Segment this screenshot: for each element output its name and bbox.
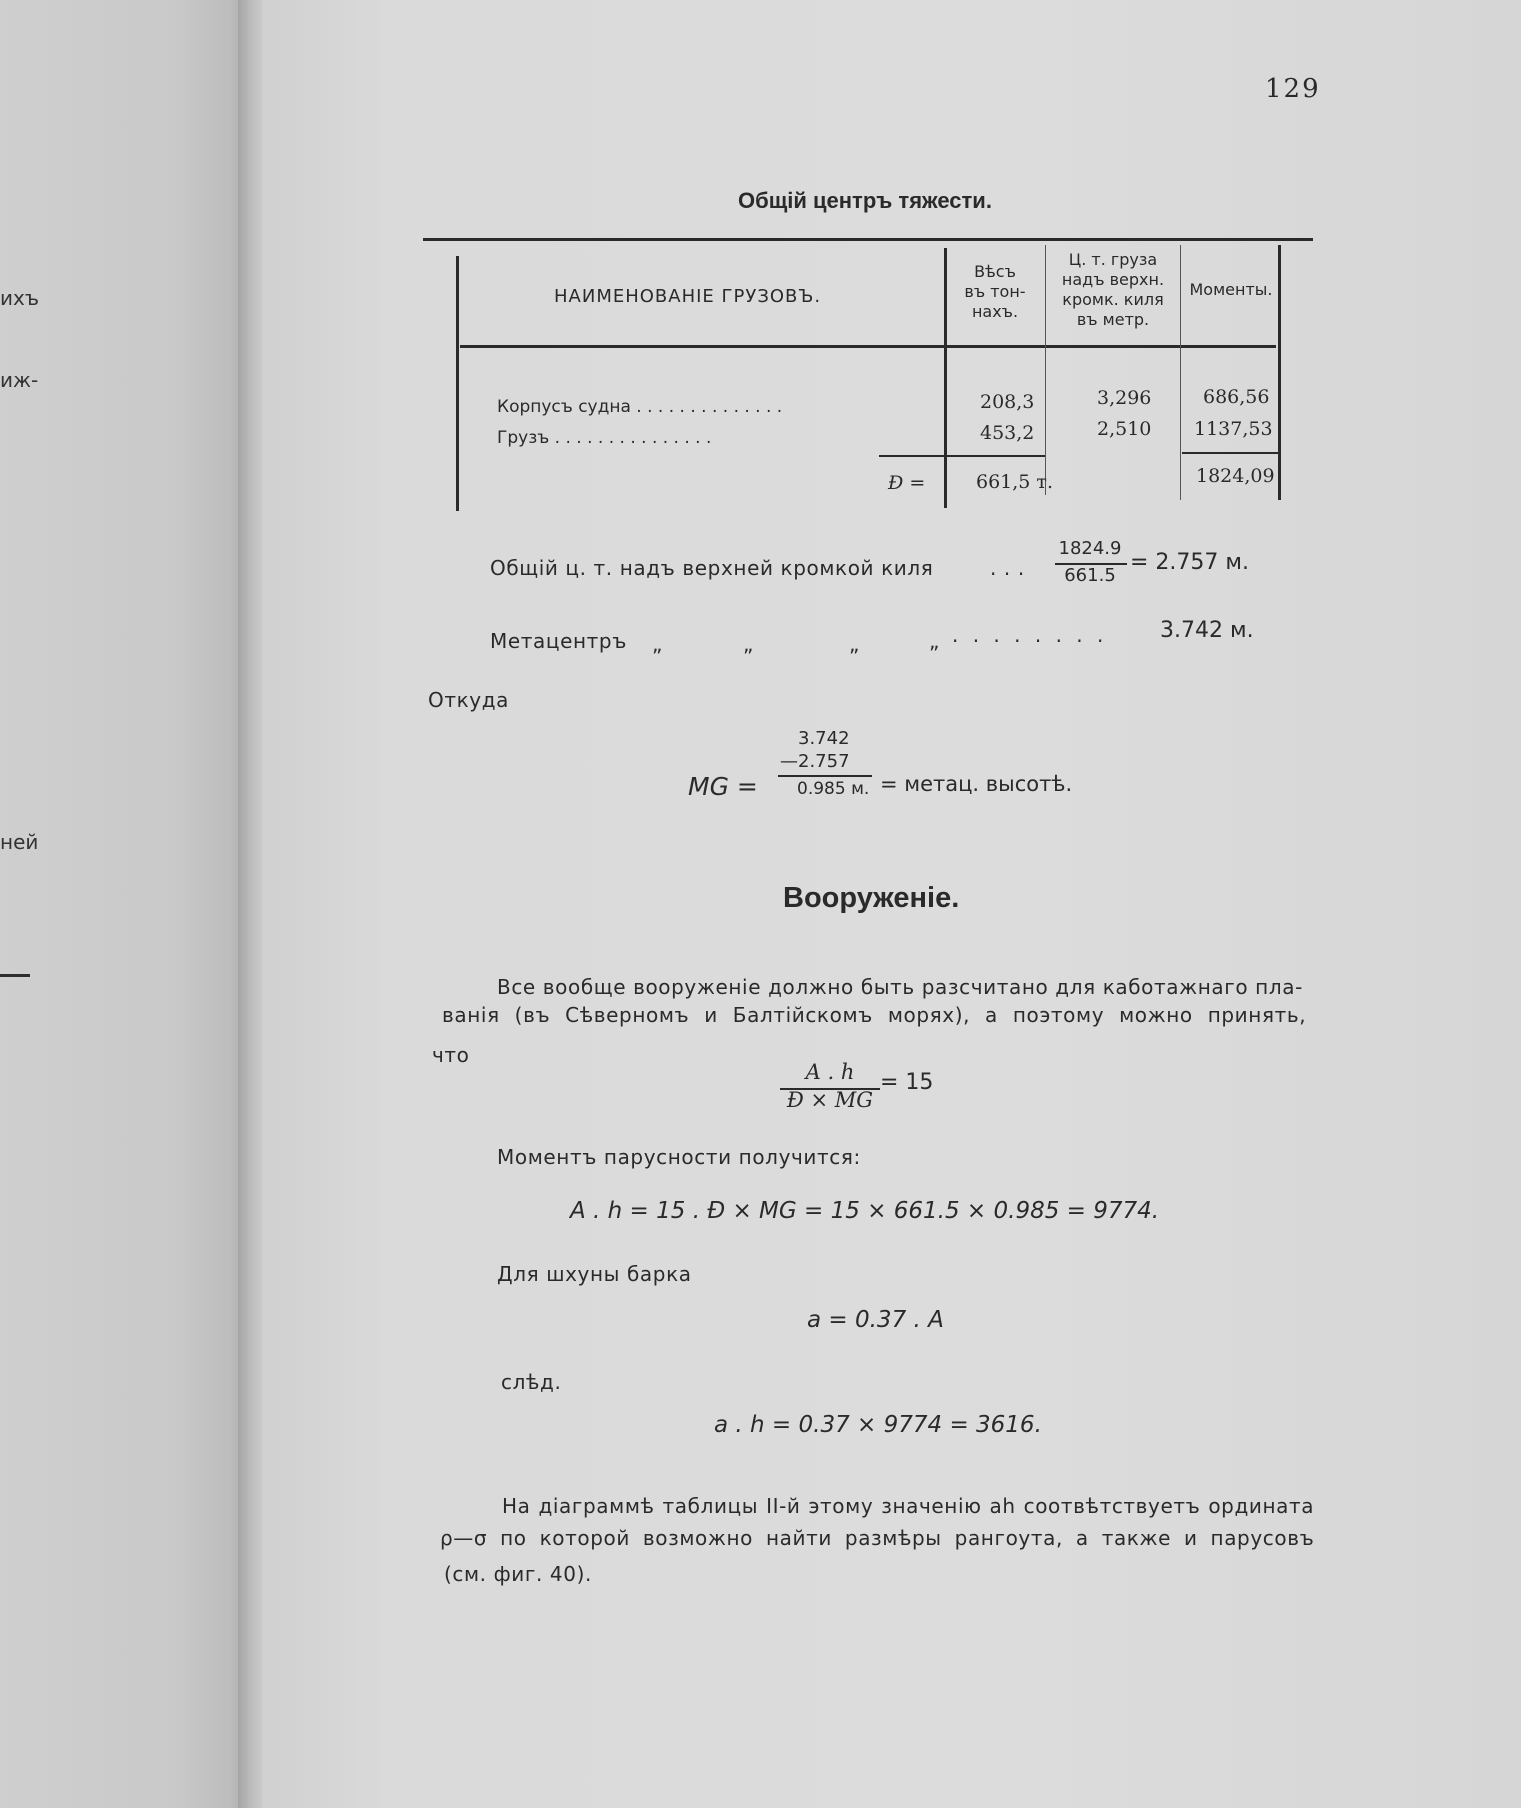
ditto-mark: „ — [929, 629, 940, 653]
paragraph-line: На діаграммѣ таблицы II-й этому значенію ah соотвѣтствуетъ ордината — [502, 1494, 1315, 1518]
cg-fraction-numerator: 1824.9 — [1058, 538, 1122, 559]
cg-line-text: Общій ц. т. надъ верхней кромкой киля — [490, 556, 934, 580]
header-weight: Вѣсъ въ тон- нахъ. — [964, 262, 1026, 321]
cg-line-dots: . . . — [990, 556, 1025, 580]
cg-fraction-denominator: 661.5 — [1064, 565, 1116, 586]
schooner-text: Для шхуны барка — [497, 1262, 692, 1286]
header-moments: Моменты. — [1189, 280, 1273, 299]
table-left-rule — [456, 256, 459, 511]
paragraph-line: (см. фиг. 40). — [444, 1562, 592, 1586]
eq1-denominator: Ɖ × MG — [786, 1088, 874, 1112]
table-row-name: Грузъ . . . . . . . . . . . . . . . — [497, 428, 712, 448]
table-row-name: Корпусъ судна . . . . . . . . . . . . . . — [497, 397, 783, 417]
cg-result: = 2.757 м. — [1130, 550, 1249, 575]
eq1-numerator: A . h — [805, 1060, 855, 1084]
total-weight: 661,5 т. — [976, 471, 1053, 493]
ditto-mark: „ — [849, 632, 860, 656]
weight-sum-rule — [879, 455, 1045, 457]
table-title: Общій центръ тяжести. — [738, 188, 992, 213]
header-name: НАИМЕНОВАНІЕ ГРУЗОВЪ. — [554, 286, 822, 307]
header-cg: Ц. т. груза надъ верхн. кромк. киля въ метр. — [1061, 250, 1165, 329]
ditto-mark: „ — [652, 632, 663, 656]
left-page-fragment: ихъ — [0, 286, 39, 310]
table-top-rule — [423, 238, 1313, 241]
left-page-edge — [0, 0, 250, 1808]
eq4-formula: a . h = 0.37 × 9774 = 3616. — [714, 1412, 1042, 1438]
paragraph-line: Все вообще вооруженіе должно быть разсчитано для каботажнаго пла- — [497, 975, 1303, 999]
paragraph-line: что — [432, 1043, 470, 1067]
moment-sum-rule — [1182, 452, 1278, 454]
table-cell-weight: 208,3 — [980, 391, 1035, 413]
paragraph-line: ρ—σ по которой возможно найти размѣры рангоута, а также и парусовъ — [440, 1526, 1315, 1550]
metacenter-dots: . . . . . . . . — [952, 623, 1108, 647]
mg-rhs: = метац. высотѣ. — [880, 772, 1073, 796]
mg-lhs: MG = — [688, 772, 758, 801]
left-page-fragment: иж- — [0, 368, 39, 392]
ditto-mark: „ — [743, 632, 754, 656]
mg-minuend: 3.742 — [798, 728, 850, 749]
eq3-formula: a = 0.37 . A — [807, 1307, 944, 1333]
total-label: Ɖ = — [888, 472, 926, 494]
section-title: Вооруженіе. — [783, 882, 960, 914]
table-cell-weight: 453,2 — [980, 422, 1035, 444]
table-header-rule — [460, 345, 1276, 348]
eq2-formula: A . h = 15 . Ɖ × MG = 15 × 661.5 × 0.985 = 9774. — [570, 1198, 1160, 1224]
sled-text: слѣд. — [501, 1370, 562, 1394]
total-moment: 1824,09 — [1196, 465, 1275, 487]
left-page-fragment: ней — [0, 830, 39, 854]
table-cell-moment: 686,56 — [1203, 386, 1270, 408]
mg-result: 0.985 м. — [797, 779, 870, 799]
table-cell-cg: 2,510 — [1097, 418, 1152, 440]
mg-subtraction-bar — [778, 775, 872, 777]
table-cell-moment: 1137,53 — [1194, 418, 1273, 440]
page-number: 129 — [1265, 74, 1321, 104]
metacenter-text: Метацентръ — [490, 629, 627, 653]
metacenter-value: 3.742 м. — [1160, 618, 1254, 643]
mg-subtrahend: —2.757 — [780, 751, 850, 772]
paragraph-line: ванія (въ Сѣверномъ и Балтійскомъ морях), а поэтому можно принять, — [442, 1003, 1307, 1027]
moment-text: Моментъ парусности получится: — [497, 1145, 861, 1169]
whence-text: Откуда — [428, 688, 509, 712]
left-page-rule — [0, 974, 30, 977]
eq1-rhs: = 15 — [880, 1070, 934, 1095]
table-cell-cg: 3,296 — [1097, 387, 1152, 409]
